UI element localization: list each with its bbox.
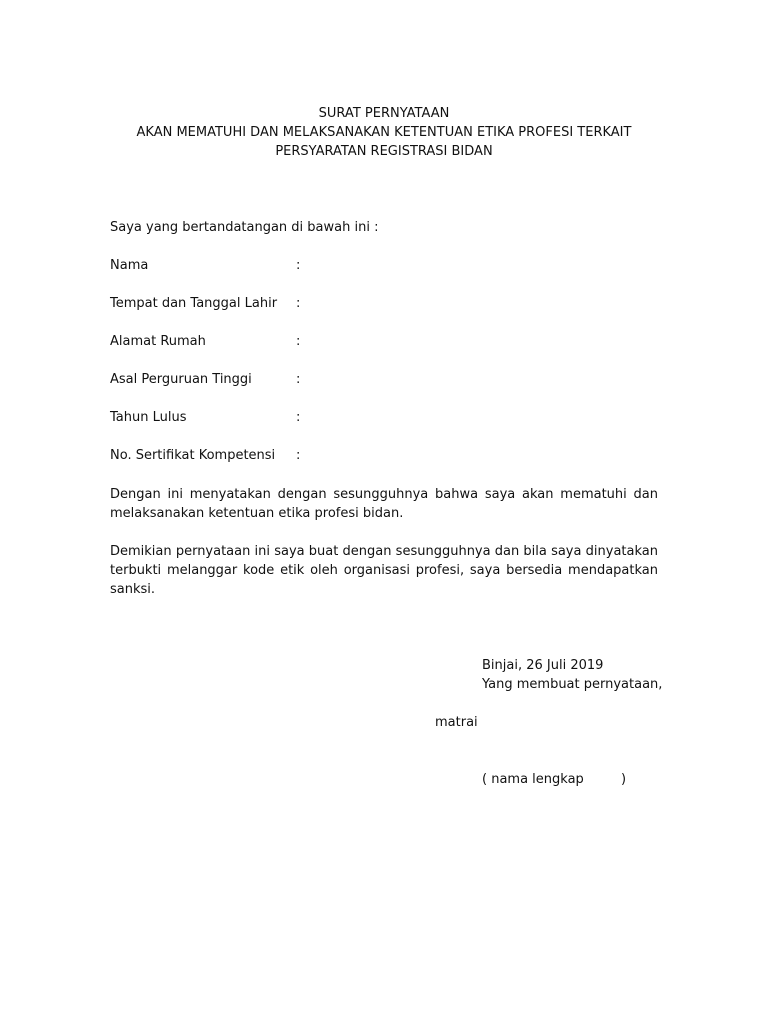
intro-text: Saya yang bertandatangan di bawah ini : xyxy=(110,220,379,235)
field-label-alamat: Alamat Rumah xyxy=(110,334,206,349)
stamp-label: matrai xyxy=(435,715,478,730)
field-colon-tahun-lulus: : xyxy=(296,410,301,425)
place-date: Binjai, 26 Juli 2019 xyxy=(482,658,604,673)
field-colon-nama: : xyxy=(296,258,301,273)
field-colon-sertifikat: : xyxy=(296,448,301,463)
signature-name: ( nama lengkap xyxy=(482,772,584,787)
signature-close-paren: ) xyxy=(621,772,627,787)
field-colon-ttl: : xyxy=(296,296,301,311)
document-subtitle-line1: AKAN MEMATUHI DAN MELAKSANAKAN KETENTUAN ETIKA PROFESI TERKAIT xyxy=(136,125,632,140)
statement-paragraph: Dengan ini menyatakan dengan sesungguhnya bahwa saya akan mematuhi dan melaksanakan ketentuan etika profesi bidan. xyxy=(110,487,658,521)
closing-paragraph: Demikian pernyataan ini saya buat dengan sesungguhnya dan bila saya dinyatakan terbukti melanggar kode etik oleh organisasi profesi, saya bersedia mendapatkan sanksi. xyxy=(110,544,658,597)
maker-label: Yang membuat pernyataan, xyxy=(482,677,663,692)
document-title: SURAT PERNYATAAN xyxy=(318,106,450,121)
field-label-sertifikat: No. Sertifikat Kompetensi xyxy=(110,448,276,463)
field-label-ttl: Tempat dan Tanggal Lahir xyxy=(110,296,278,311)
field-colon-alamat: : xyxy=(296,334,301,349)
field-colon-perguruan: : xyxy=(296,372,301,387)
document-subtitle-line2: PERSYARATAN REGISTRASI BIDAN xyxy=(275,144,493,159)
field-label-perguruan: Asal Perguruan Tinggi xyxy=(110,372,252,387)
field-label-nama: Nama xyxy=(110,258,149,273)
field-label-tahun-lulus: Tahun Lulus xyxy=(110,410,187,425)
